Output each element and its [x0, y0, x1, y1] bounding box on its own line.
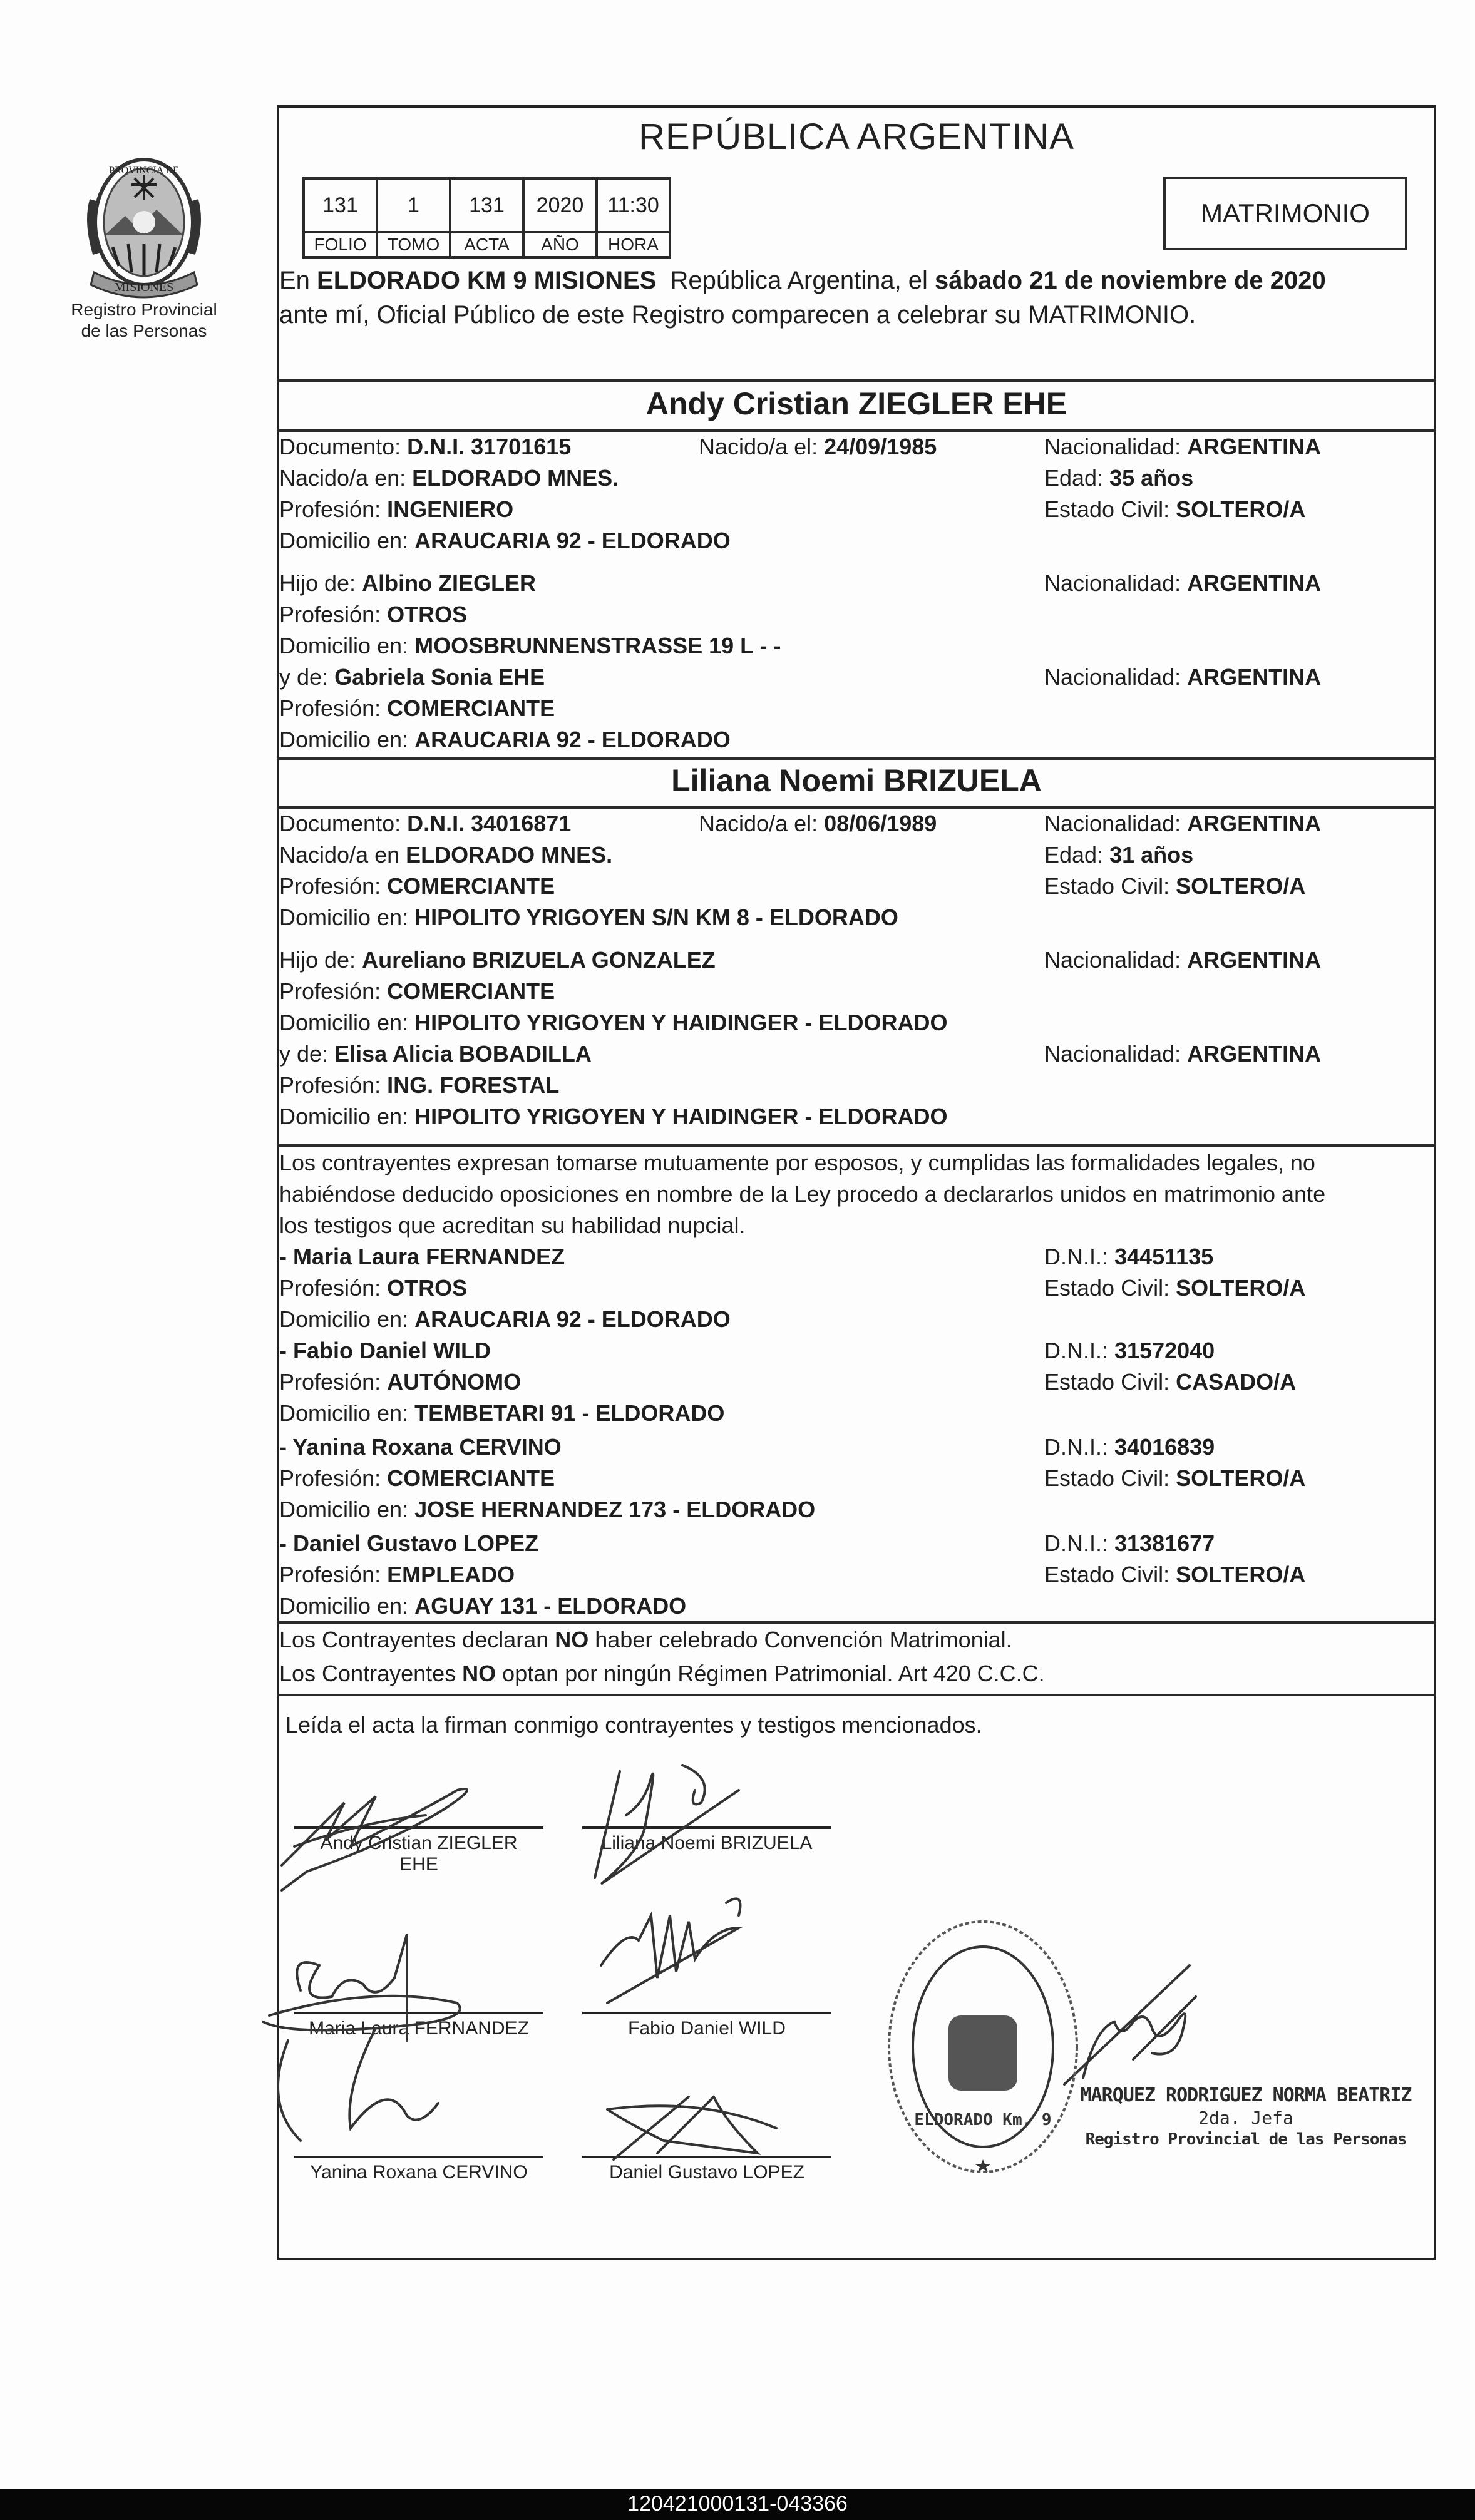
field-value: 35 años — [1109, 465, 1194, 491]
spouse1-profession — [279, 496, 513, 523]
field-label: Domicilio en: — [279, 633, 415, 658]
field-label: y de: — [279, 664, 335, 690]
hora-value: 11:30 — [597, 178, 670, 232]
anio-label: AÑO — [523, 232, 597, 257]
field-value: - Yanina Roxana CERVINO — [279, 1434, 562, 1460]
spouse2-name-heading: Liliana Noemi BRIZUELA — [671, 763, 1042, 798]
field-value: ING. FORESTAL — [387, 1072, 560, 1098]
divider — [277, 1694, 1436, 1696]
spouse1-nationality — [1044, 433, 1321, 461]
field-label: Hijo de: — [279, 947, 362, 973]
field-value: COMERCIANTE — [387, 978, 555, 1004]
field-label: Profesión: — [279, 1562, 388, 1587]
closing-statement: Leída el acta la firman conmigo contrayentes y testigos mencionados. — [285, 1712, 982, 1738]
field-value: SOLTERO/A — [1176, 1465, 1306, 1491]
page-title: REPÚBLICA ARGENTINA — [639, 116, 1074, 157]
folio-value: 131 — [304, 178, 377, 232]
witness-name — [279, 1337, 491, 1365]
field-value: COMERCIANTE — [387, 1465, 555, 1491]
field-value: ELDORADO MNES. — [412, 465, 619, 491]
handwritten-signature-icon — [250, 1915, 513, 2153]
spouse2-birth-place — [279, 841, 612, 869]
ceremony-date: sábado 21 de noviembre de 2020 — [935, 267, 1326, 294]
spouse2-profession — [279, 873, 555, 900]
field-label: Nacido/a en: — [279, 465, 413, 491]
folio-label: FOLIO — [304, 232, 377, 257]
spouse1-civil-status — [1044, 496, 1305, 523]
divider — [277, 757, 1436, 760]
spouse2-civil-status — [1044, 873, 1305, 900]
acta-value: 131 — [450, 178, 523, 232]
signature-line — [294, 2156, 543, 2158]
declaration-line-1: Los contrayentes expresan tomarse mutuamente por esposos, y cumplidas las formalidades legales, no — [279, 1150, 1315, 1175]
ceremony-place: ELDORADO KM 9 MISIONES — [317, 267, 657, 294]
field-label: Domicilio en: — [279, 1104, 415, 1129]
divider — [277, 379, 1436, 382]
spouse1-age — [1044, 464, 1193, 492]
field-label: Profesión: — [279, 1369, 388, 1395]
field-value: HIPOLITO YRIGOYEN S/N KM 8 - ELDORADO — [414, 904, 898, 930]
official-role: 2da. Jefa — [1198, 2108, 1293, 2128]
spouse1-name-heading: Andy Cristian ZIEGLER EHE — [645, 386, 1067, 421]
field-label: Estado Civil: — [1044, 873, 1176, 899]
field-label: Domicilio en: — [279, 727, 415, 752]
intro-line-2: ante mí, Oficial Público de este Registro comparecen a celebrar su MATRIMONIO. — [279, 301, 1196, 329]
field-label: Nacido/a el: — [699, 811, 825, 836]
field-label: Domicilio en: — [279, 1400, 415, 1426]
intro-middle: República Argentina, el — [656, 267, 935, 294]
field-value: ARGENTINA — [1187, 570, 1322, 596]
witness-profession — [279, 1368, 521, 1396]
field-label: Profesión: — [279, 1072, 388, 1098]
field-value: Albino ZIEGLER — [362, 570, 537, 596]
field-label: Profesión: — [279, 496, 388, 522]
handwritten-signature-icon — [576, 1753, 764, 1890]
witness-civil-status — [1044, 1368, 1296, 1396]
declaration-line-3: los testigos que acreditan su habilidad nupcial. — [279, 1212, 746, 1238]
field-value: 31 años — [1109, 842, 1194, 868]
field-value: Gabriela Sonia EHE — [334, 664, 545, 690]
spouse2-mother-nationality — [1044, 1040, 1321, 1068]
field-value: 31381677 — [1114, 1530, 1215, 1556]
field-label: Domicilio en: — [279, 528, 415, 553]
field-label: Nacionalidad: — [1044, 570, 1188, 596]
field-label: D.N.I.: — [1044, 1434, 1115, 1460]
signature-label-line: EHE — [399, 1854, 438, 1875]
field-label: Estado Civil: — [1044, 496, 1176, 522]
witness-name — [279, 1433, 562, 1461]
official-signatory-block — [1077, 2084, 1415, 2149]
signature-label-spouse2: Liliana Noemi BRIZUELA — [601, 1833, 813, 1853]
witness-dni — [1044, 1243, 1213, 1271]
field-label: Profesión: — [279, 695, 388, 721]
divider — [277, 1621, 1436, 1624]
spouse1-birth-date — [699, 433, 937, 461]
field-value: ARGENTINA — [1187, 664, 1322, 690]
field-label: Estado Civil: — [1044, 1275, 1176, 1301]
intro-line-1 — [279, 265, 1326, 296]
spouse2-birth-date — [699, 810, 937, 837]
official-office: Registro Provincial de las Personas — [1085, 2130, 1407, 2149]
field-value: ARAUCARIA 92 - ELDORADO — [414, 528, 731, 553]
field-label: Domicilio en: — [279, 1010, 415, 1035]
registry-label — [44, 299, 244, 342]
svg-text:PROVINCIA DE: PROVINCIA DE — [109, 165, 179, 176]
witness-address — [279, 1306, 731, 1333]
field-value: 24/09/1985 — [824, 434, 937, 459]
signature-label-witness2: Fabio Daniel WILD — [628, 2018, 786, 2039]
svg-text:MISIONES: MISIONES — [114, 280, 174, 294]
spouse1-father-profession — [279, 601, 467, 628]
acta-reference-table — [302, 177, 671, 259]
spouse2-mother-name — [279, 1040, 592, 1068]
spouse2-father-profession — [279, 978, 555, 1005]
text-segment: optan por ningún Régimen Patrimonial. Art 420 C.C.C. — [496, 1661, 1045, 1686]
field-label: y de: — [279, 1041, 335, 1067]
spouse1-father-name — [279, 570, 536, 597]
field-value: - Maria Laura FERNANDEZ — [279, 1244, 565, 1269]
field-label: Nacionalidad: — [1044, 1041, 1188, 1067]
field-label: Domicilio en: — [279, 1306, 415, 1332]
field-label: Nacionalidad: — [1044, 434, 1188, 459]
field-value: 34451135 — [1114, 1244, 1214, 1269]
field-label: Estado Civil: — [1044, 1369, 1176, 1395]
spouse2-nationality — [1044, 810, 1321, 837]
witness-civil-status — [1044, 1561, 1305, 1589]
spouse2-age — [1044, 841, 1193, 869]
witness-civil-status — [1044, 1465, 1305, 1492]
text-segment: haber celebrado Convención Matrimonial. — [588, 1627, 1012, 1652]
handwritten-signature-icon — [269, 1771, 551, 1897]
field-label: Estado Civil: — [1044, 1562, 1176, 1587]
field-label: Domicilio en: — [279, 1497, 415, 1522]
field-value: Aureliano BRIZUELA GONZALEZ — [362, 947, 716, 973]
official-name: MARQUEZ RODRIGUEZ NORMA BEATRIZ — [1080, 2084, 1412, 2106]
anio-value: 2020 — [523, 178, 597, 232]
field-label: Edad: — [1044, 842, 1110, 868]
registry-label-line1: Registro Provincial — [71, 300, 217, 319]
tomo-label: TOMO — [377, 232, 450, 257]
field-label: Domicilio en: — [279, 904, 415, 930]
witness-name — [279, 1243, 565, 1271]
witness-profession — [279, 1561, 515, 1589]
provincial-coat-of-arms-icon — [69, 141, 219, 304]
document-barcode-number: 120421000131-043366 — [627, 2492, 848, 2516]
acta-label: ACTA — [450, 232, 523, 257]
field-label: Profesión: — [279, 978, 388, 1004]
field-value: SOLTERO/A — [1176, 496, 1306, 522]
field-value: D.N.I. 31701615 — [407, 434, 572, 459]
field-value: MOOSBRUNNENSTRASSE 19 L - - — [414, 633, 781, 658]
spouse2-documento — [279, 810, 571, 837]
regime-line-2 — [279, 1660, 1045, 1688]
field-label: Profesión: — [279, 1275, 388, 1301]
field-value: COMERCIANTE — [387, 695, 555, 721]
witness-profession — [279, 1274, 467, 1302]
field-value: OTROS — [387, 602, 468, 627]
witness-profession — [279, 1465, 555, 1492]
spouse1-father-nationality — [1044, 570, 1321, 597]
emphasis: NO — [462, 1661, 496, 1686]
field-label: D.N.I.: — [1044, 1338, 1115, 1363]
spouse2-mother-address — [279, 1103, 948, 1130]
hora-label: HORA — [597, 232, 670, 257]
divider — [277, 806, 1436, 809]
field-label: Edad: — [1044, 465, 1110, 491]
field-value: - Daniel Gustavo LOPEZ — [279, 1530, 539, 1556]
field-value: HIPOLITO YRIGOYEN Y HAIDINGER - ELDORADO — [414, 1104, 948, 1129]
witness-address — [279, 1496, 815, 1524]
field-value: INGENIERO — [387, 496, 514, 522]
field-value: ARGENTINA — [1187, 434, 1322, 459]
field-value: TEMBETARI 91 - ELDORADO — [414, 1400, 725, 1426]
witness-address — [279, 1400, 724, 1427]
spouse1-father-address — [279, 632, 781, 660]
field-value: OTROS — [387, 1275, 468, 1301]
signature-label-witness3: Yanina Roxana CERVINO — [310, 2162, 528, 2183]
field-value: ARGENTINA — [1187, 1041, 1322, 1067]
field-value: ELDORADO MNES. — [406, 842, 613, 868]
field-value: COMERCIANTE — [387, 873, 555, 899]
spouse2-address — [279, 904, 898, 931]
field-value: HIPOLITO YRIGOYEN Y HAIDINGER - ELDORADO — [414, 1010, 948, 1035]
witness-dni — [1044, 1530, 1215, 1557]
field-value: AGUAY 131 - ELDORADO — [414, 1593, 687, 1619]
witness-civil-status — [1044, 1274, 1305, 1302]
signature-label-witness1: Maria Laura FERNANDEZ — [309, 2018, 529, 2039]
field-label: Profesión: — [279, 873, 388, 899]
spouse1-mother-nationality — [1044, 663, 1321, 691]
handwritten-signature-icon — [588, 1890, 789, 2015]
spouse1-address — [279, 527, 731, 555]
field-label: Documento: — [279, 811, 408, 836]
field-label: Nacionalidad: — [1044, 947, 1188, 973]
spouse1-documento — [279, 433, 571, 461]
regime-line-1 — [279, 1626, 1012, 1654]
spouse1-mother-name — [279, 663, 545, 691]
field-label: D.N.I.: — [1044, 1244, 1115, 1269]
text-segment: Los Contrayentes declaran — [279, 1627, 555, 1652]
tomo-value: 1 — [377, 178, 450, 232]
field-label: Nacionalidad: — [1044, 664, 1188, 690]
spouse1-mother-address — [279, 726, 731, 754]
field-value: ARGENTINA — [1187, 947, 1322, 973]
registry-label-line2: de las Personas — [81, 321, 207, 341]
field-label: Nacido/a el: — [699, 434, 825, 459]
field-label: Profesión: — [279, 602, 388, 627]
svg-text:ELDORADO Km. 9: ELDORADO Km. 9 — [914, 2111, 1052, 2129]
intro-prefix: En — [279, 267, 317, 294]
field-value: JOSE HERNANDEZ 173 - ELDORADO — [414, 1497, 816, 1522]
field-value: Elisa Alicia BOBADILLA — [334, 1041, 592, 1067]
spouse2-father-nationality — [1044, 946, 1321, 974]
signature-label-witness4: Daniel Gustavo LOPEZ — [609, 2162, 804, 2183]
field-label: D.N.I.: — [1044, 1530, 1115, 1556]
emphasis: NO — [555, 1627, 589, 1652]
field-label: Domicilio en: — [279, 1593, 415, 1619]
field-value: SOLTERO/A — [1176, 1275, 1306, 1301]
spouse2-mother-profession — [279, 1072, 559, 1099]
field-value: 08/06/1989 — [824, 811, 937, 836]
spouse2-father-name — [279, 946, 716, 974]
field-label: Nacionalidad: — [1044, 811, 1188, 836]
field-value: - Fabio Daniel WILD — [279, 1338, 491, 1363]
spouse1-birth-place — [279, 464, 619, 492]
field-value: SOLTERO/A — [1176, 1562, 1306, 1587]
field-label: Documento: — [279, 434, 408, 459]
field-value: EMPLEADO — [387, 1562, 515, 1587]
witness-name — [279, 1530, 538, 1557]
field-value: SOLTERO/A — [1176, 873, 1306, 899]
field-label: Profesión: — [279, 1465, 388, 1491]
field-value: AUTÓNOMO — [387, 1369, 522, 1395]
witness-dni — [1044, 1433, 1215, 1461]
divider — [277, 429, 1436, 432]
witness-address — [279, 1592, 686, 1620]
official-stamp-icon — [876, 1909, 1089, 2191]
field-label: Estado Civil: — [1044, 1465, 1176, 1491]
field-value: 31572040 — [1114, 1338, 1215, 1363]
field-value: ARAUCARIA 92 - ELDORADO — [414, 727, 731, 752]
declaration-line-2: habiéndose deducido oposiciones en nombre de la Ley procedo a declararlos unidos en matrimonio ante — [279, 1181, 1326, 1207]
spouse2-father-address — [279, 1009, 948, 1037]
spouse1-mother-profession — [279, 695, 555, 722]
field-label: Nacido/a en — [279, 842, 406, 868]
field-label: Hijo de: — [279, 570, 362, 596]
field-value: D.N.I. 34016871 — [407, 811, 572, 836]
divider — [277, 1144, 1436, 1147]
document-type-badge: MATRIMONIO — [1163, 177, 1407, 250]
field-value: ARGENTINA — [1187, 811, 1322, 836]
field-value: ARAUCARIA 92 - ELDORADO — [414, 1306, 731, 1332]
handwritten-signature-icon — [588, 2084, 801, 2172]
text-segment: Los Contrayentes — [279, 1661, 463, 1686]
field-value: 34016839 — [1114, 1434, 1215, 1460]
witness-dni — [1044, 1337, 1215, 1365]
field-value: CASADO/A — [1176, 1369, 1297, 1395]
signature-label-line: Andy Cristian ZIEGLER — [320, 1833, 518, 1853]
